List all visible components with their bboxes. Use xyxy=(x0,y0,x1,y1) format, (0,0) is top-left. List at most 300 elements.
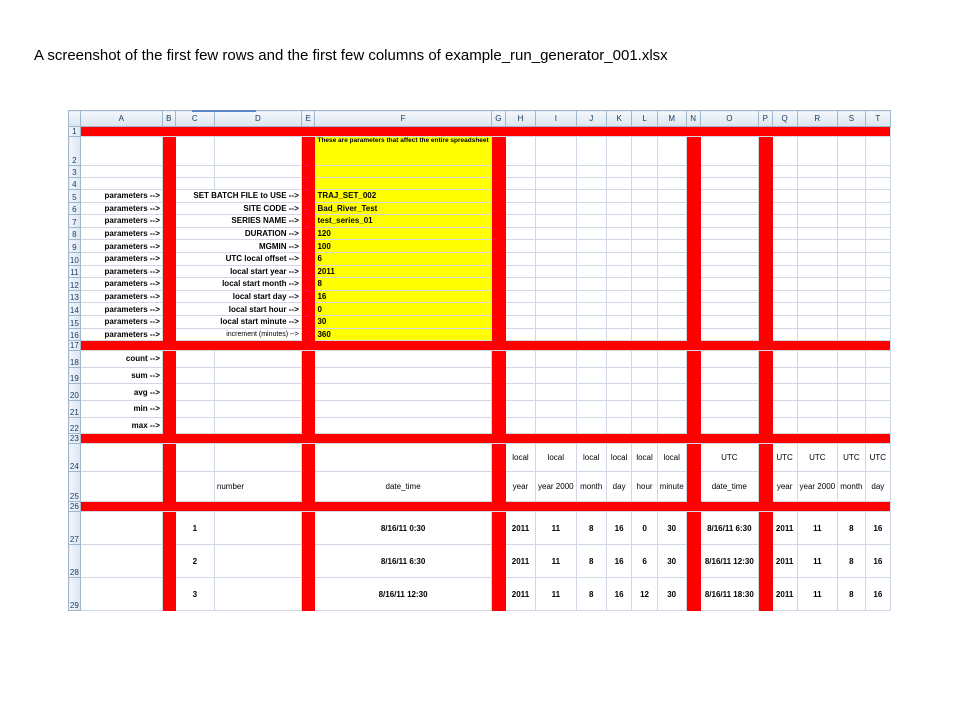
cell[interactable] xyxy=(606,137,632,166)
cell[interactable] xyxy=(505,252,535,265)
red-column-cell[interactable] xyxy=(758,215,772,228)
local-value-cell[interactable]: 8 xyxy=(576,545,606,578)
cell[interactable] xyxy=(80,545,162,578)
red-column-cell[interactable] xyxy=(301,400,315,417)
utc-value-cell[interactable]: 16 xyxy=(865,545,890,578)
cell[interactable] xyxy=(838,417,866,434)
parameter-value[interactable]: test_series_01 xyxy=(315,215,491,228)
cell[interactable] xyxy=(700,137,758,166)
cell[interactable] xyxy=(700,400,758,417)
cell[interactable] xyxy=(657,252,686,265)
utc-date-time-cell[interactable]: 8/16/11 12:30 xyxy=(700,545,758,578)
red-column-cell[interactable] xyxy=(758,400,772,417)
notes-cell[interactable] xyxy=(214,578,301,611)
cell[interactable] xyxy=(505,417,535,434)
cell[interactable] xyxy=(772,252,797,265)
stats-label[interactable]: max --> xyxy=(80,417,162,434)
cell[interactable] xyxy=(700,215,758,228)
red-column-cell[interactable] xyxy=(162,278,175,291)
local-value-cell[interactable]: 8 xyxy=(576,578,606,611)
cell[interactable] xyxy=(772,137,797,166)
red-column-cell[interactable] xyxy=(301,202,315,215)
cell[interactable] xyxy=(772,240,797,253)
red-column-cell[interactable] xyxy=(491,417,505,434)
red-divider-row[interactable] xyxy=(80,434,890,444)
row-header[interactable]: 29 xyxy=(69,578,81,611)
cell[interactable] xyxy=(505,303,535,316)
red-column-cell[interactable] xyxy=(686,400,700,417)
cell[interactable] xyxy=(797,400,838,417)
cell[interactable] xyxy=(576,367,606,384)
month-header[interactable]: month xyxy=(576,472,606,502)
year-2000-header[interactable]: year 2000 xyxy=(536,472,577,502)
utc-label[interactable]: UTC xyxy=(700,444,758,472)
cell[interactable] xyxy=(865,290,890,303)
local-date-time-cell[interactable]: 8/16/11 6:30 xyxy=(315,545,491,578)
number-cell[interactable]: 1 xyxy=(175,512,214,545)
red-column-cell[interactable] xyxy=(162,400,175,417)
cell[interactable] xyxy=(606,265,632,278)
cell[interactable] xyxy=(576,265,606,278)
red-column-cell[interactable] xyxy=(686,215,700,228)
local-date-time-cell[interactable]: 8/16/11 0:30 xyxy=(315,512,491,545)
red-column-cell[interactable] xyxy=(686,202,700,215)
cell[interactable] xyxy=(797,137,838,166)
cell[interactable] xyxy=(700,351,758,368)
cell[interactable] xyxy=(632,351,657,368)
minute-header[interactable]: minute xyxy=(657,472,686,502)
local-value-cell[interactable]: 30 xyxy=(657,545,686,578)
cell[interactable] xyxy=(632,417,657,434)
cell[interactable] xyxy=(700,384,758,401)
cell[interactable] xyxy=(772,278,797,291)
red-column-cell[interactable] xyxy=(491,252,505,265)
cell[interactable] xyxy=(576,384,606,401)
cell[interactable] xyxy=(772,290,797,303)
parameters-label[interactable]: parameters --> xyxy=(80,227,162,240)
cell[interactable] xyxy=(772,265,797,278)
red-column-cell[interactable] xyxy=(162,351,175,368)
cell[interactable] xyxy=(606,303,632,316)
cell[interactable] xyxy=(657,265,686,278)
cell[interactable] xyxy=(632,215,657,228)
parameter-name[interactable]: MGMIN --> xyxy=(175,240,301,253)
col-header-p[interactable]: P xyxy=(758,111,772,127)
local-value-cell[interactable]: 12 xyxy=(632,578,657,611)
local-value-cell[interactable]: 16 xyxy=(606,578,632,611)
red-column-cell[interactable] xyxy=(301,137,315,166)
red-column-cell[interactable] xyxy=(491,215,505,228)
cell[interactable] xyxy=(576,400,606,417)
red-column-cell[interactable] xyxy=(758,303,772,316)
parameter-name[interactable]: SET BATCH FILE to USE --> xyxy=(175,190,301,203)
cell[interactable] xyxy=(657,137,686,166)
red-column-cell[interactable] xyxy=(758,328,772,341)
red-column-cell[interactable] xyxy=(301,351,315,368)
cell[interactable] xyxy=(505,137,535,166)
yellow-header-cell[interactable]: These are parameters that affect the entire spreadsheet xyxy=(315,137,491,166)
cell[interactable] xyxy=(606,240,632,253)
parameters-label[interactable]: parameters --> xyxy=(80,303,162,316)
parameter-name[interactable]: UTC local offset --> xyxy=(175,252,301,265)
cell[interactable] xyxy=(214,384,301,401)
cell[interactable] xyxy=(797,190,838,203)
notes-cell[interactable] xyxy=(214,545,301,578)
cell[interactable] xyxy=(865,240,890,253)
cell[interactable] xyxy=(505,384,535,401)
red-column-cell[interactable] xyxy=(686,351,700,368)
col-header-g[interactable]: G xyxy=(491,111,505,127)
col-header-r[interactable]: R xyxy=(797,111,838,127)
local-label[interactable]: local xyxy=(657,444,686,472)
red-column-cell[interactable] xyxy=(686,545,700,578)
cell[interactable] xyxy=(797,417,838,434)
day-header[interactable]: day xyxy=(606,472,632,502)
local-value-cell[interactable]: 11 xyxy=(536,512,577,545)
red-column-cell[interactable] xyxy=(162,303,175,316)
red-column-cell[interactable] xyxy=(301,367,315,384)
red-column-cell[interactable] xyxy=(301,265,315,278)
utc-year-2000-header[interactable]: year 2000 xyxy=(797,472,838,502)
red-column-cell[interactable] xyxy=(491,137,505,166)
utc-date-time-cell[interactable]: 8/16/11 18:30 xyxy=(700,578,758,611)
parameter-value[interactable]: 16 xyxy=(315,290,491,303)
cell[interactable] xyxy=(838,265,866,278)
red-column-cell[interactable] xyxy=(686,265,700,278)
select-all-corner[interactable] xyxy=(69,111,81,127)
cell[interactable] xyxy=(606,400,632,417)
cell[interactable] xyxy=(315,417,491,434)
cell[interactable] xyxy=(175,351,214,368)
utc-label[interactable]: UTC xyxy=(797,444,838,472)
cell[interactable] xyxy=(657,417,686,434)
local-value-cell[interactable]: 2011 xyxy=(505,512,535,545)
cell[interactable] xyxy=(536,315,577,328)
red-column-cell[interactable] xyxy=(491,278,505,291)
cell[interactable] xyxy=(700,328,758,341)
cell[interactable] xyxy=(505,400,535,417)
red-column-cell[interactable] xyxy=(491,545,505,578)
col-header-k[interactable]: K xyxy=(606,111,632,127)
cell[interactable] xyxy=(657,384,686,401)
red-column-cell[interactable] xyxy=(491,290,505,303)
cell[interactable] xyxy=(632,137,657,166)
local-value-cell[interactable]: 8 xyxy=(576,512,606,545)
cell[interactable] xyxy=(214,351,301,368)
red-column-cell[interactable] xyxy=(491,303,505,316)
parameter-value[interactable]: 100 xyxy=(315,240,491,253)
row-header[interactable]: 20 xyxy=(69,384,81,401)
row-header[interactable]: 23 xyxy=(69,434,79,444)
red-column-cell[interactable] xyxy=(162,215,175,228)
red-column-cell[interactable] xyxy=(491,227,505,240)
stats-label[interactable]: min --> xyxy=(80,400,162,417)
red-column-cell[interactable] xyxy=(686,578,700,611)
cell[interactable] xyxy=(865,303,890,316)
cell[interactable] xyxy=(576,252,606,265)
cell[interactable] xyxy=(865,328,890,341)
red-column-cell[interactable] xyxy=(162,512,175,545)
cell[interactable] xyxy=(700,227,758,240)
cell[interactable] xyxy=(865,351,890,368)
parameters-label[interactable]: parameters --> xyxy=(80,252,162,265)
col-header-j[interactable]: J xyxy=(576,111,606,127)
date-time-header[interactable]: date_time xyxy=(315,472,491,502)
cell[interactable] xyxy=(865,400,890,417)
cell[interactable] xyxy=(632,190,657,203)
utc-value-cell[interactable]: 2011 xyxy=(772,545,797,578)
cell[interactable] xyxy=(657,400,686,417)
red-column-cell[interactable] xyxy=(491,367,505,384)
red-column-cell[interactable] xyxy=(686,252,700,265)
cell[interactable] xyxy=(797,290,838,303)
red-column-cell[interactable] xyxy=(758,315,772,328)
red-column-cell[interactable] xyxy=(758,240,772,253)
utc-month-header[interactable]: month xyxy=(838,472,866,502)
local-value-cell[interactable]: 11 xyxy=(536,578,577,611)
red-column-cell[interactable] xyxy=(301,315,315,328)
red-column-cell[interactable] xyxy=(491,512,505,545)
cell[interactable] xyxy=(536,265,577,278)
red-column-cell[interactable] xyxy=(686,328,700,341)
cell[interactable] xyxy=(772,384,797,401)
row-header[interactable]: 22 xyxy=(69,417,81,434)
cell[interactable] xyxy=(606,315,632,328)
parameter-value[interactable]: TRAJ_SET_002 xyxy=(315,190,491,203)
col-header-e[interactable]: E xyxy=(301,111,315,127)
red-column-cell[interactable] xyxy=(758,351,772,368)
red-column-cell[interactable] xyxy=(758,367,772,384)
cell[interactable] xyxy=(700,303,758,316)
cell[interactable] xyxy=(772,315,797,328)
utc-value-cell[interactable]: 8 xyxy=(838,545,866,578)
cell[interactable] xyxy=(865,227,890,240)
utc-year-header[interactable]: year xyxy=(772,472,797,502)
row-header[interactable]: 4 xyxy=(69,178,81,190)
red-column-cell[interactable] xyxy=(758,512,772,545)
cell[interactable] xyxy=(315,367,491,384)
cell[interactable] xyxy=(536,227,577,240)
cell[interactable] xyxy=(797,252,838,265)
parameter-value[interactable]: 30 xyxy=(315,315,491,328)
cell[interactable] xyxy=(214,417,301,434)
red-column-cell[interactable] xyxy=(162,240,175,253)
cell[interactable] xyxy=(536,202,577,215)
cell[interactable] xyxy=(865,202,890,215)
cell[interactable] xyxy=(657,190,686,203)
cell[interactable] xyxy=(865,384,890,401)
spreadsheet-view[interactable] xyxy=(68,110,891,611)
cell[interactable] xyxy=(606,190,632,203)
parameters-label[interactable]: parameters --> xyxy=(80,278,162,291)
row-header[interactable]: 21 xyxy=(69,400,81,417)
cell[interactable] xyxy=(632,367,657,384)
cell[interactable] xyxy=(838,351,866,368)
cell[interactable] xyxy=(700,417,758,434)
cell[interactable] xyxy=(536,351,577,368)
sheet-grid[interactable] xyxy=(68,110,891,611)
red-column-cell[interactable] xyxy=(758,252,772,265)
cell[interactable] xyxy=(606,215,632,228)
number-header[interactable] xyxy=(175,472,214,502)
cell[interactable] xyxy=(606,290,632,303)
cell[interactable] xyxy=(505,278,535,291)
parameter-name[interactable]: SERIES NAME --> xyxy=(175,215,301,228)
cell[interactable] xyxy=(536,190,577,203)
red-column-cell[interactable] xyxy=(491,400,505,417)
local-label[interactable]: local xyxy=(505,444,535,472)
red-column-cell[interactable] xyxy=(491,190,505,203)
cell[interactable] xyxy=(576,190,606,203)
cell[interactable] xyxy=(576,315,606,328)
cell[interactable] xyxy=(772,400,797,417)
red-column-cell[interactable] xyxy=(686,384,700,401)
cell[interactable] xyxy=(797,303,838,316)
cell[interactable] xyxy=(175,367,214,384)
utc-date-time-cell[interactable]: 8/16/11 6:30 xyxy=(700,512,758,545)
parameter-value[interactable]: 6 xyxy=(315,252,491,265)
cell[interactable] xyxy=(797,240,838,253)
utc-value-cell[interactable]: 2011 xyxy=(772,578,797,611)
cell[interactable] xyxy=(80,137,162,166)
cell[interactable] xyxy=(315,400,491,417)
row-header[interactable]: 16 xyxy=(69,328,81,341)
cell[interactable] xyxy=(576,278,606,291)
red-column-cell[interactable] xyxy=(301,512,315,545)
cell[interactable] xyxy=(505,202,535,215)
local-value-cell[interactable]: 2011 xyxy=(505,545,535,578)
cell[interactable] xyxy=(80,578,162,611)
cell[interactable] xyxy=(838,137,866,166)
row-header[interactable]: 24 xyxy=(69,444,81,472)
red-column-cell[interactable] xyxy=(686,315,700,328)
local-value-cell[interactable]: 30 xyxy=(657,578,686,611)
col-header-n[interactable]: N xyxy=(686,111,700,127)
cell[interactable] xyxy=(505,265,535,278)
cell[interactable] xyxy=(700,278,758,291)
red-column-cell[interactable] xyxy=(758,190,772,203)
parameter-value[interactable]: 8 xyxy=(315,278,491,291)
row-header[interactable]: 18 xyxy=(69,351,81,368)
cell[interactable] xyxy=(797,215,838,228)
red-column-cell[interactable] xyxy=(686,367,700,384)
stats-label[interactable]: count --> xyxy=(80,351,162,368)
cell[interactable] xyxy=(536,137,577,166)
cell[interactable] xyxy=(214,137,301,166)
parameter-value[interactable]: 120 xyxy=(315,227,491,240)
local-value-cell[interactable]: 2011 xyxy=(505,578,535,611)
col-header-c[interactable]: C xyxy=(175,111,214,127)
red-divider-row[interactable] xyxy=(80,127,890,137)
cell[interactable] xyxy=(536,400,577,417)
cell[interactable] xyxy=(632,328,657,341)
row-header[interactable]: 1 xyxy=(69,127,81,137)
col-header-q[interactable]: Q xyxy=(772,111,797,127)
cell[interactable] xyxy=(772,351,797,368)
cell[interactable] xyxy=(657,215,686,228)
cell[interactable] xyxy=(838,315,866,328)
local-value-cell[interactable]: 16 xyxy=(606,512,632,545)
cell[interactable] xyxy=(536,278,577,291)
cell[interactable] xyxy=(576,417,606,434)
cell[interactable] xyxy=(536,303,577,316)
parameter-value[interactable]: Bad_River_Test xyxy=(315,202,491,215)
red-column-cell[interactable] xyxy=(758,578,772,611)
local-label[interactable]: local xyxy=(632,444,657,472)
cell[interactable] xyxy=(838,303,866,316)
cell[interactable] xyxy=(576,215,606,228)
row-header[interactable]: 5 xyxy=(69,190,81,203)
cell[interactable] xyxy=(632,227,657,240)
cell[interactable] xyxy=(632,202,657,215)
cell[interactable] xyxy=(606,351,632,368)
cell[interactable] xyxy=(657,328,686,341)
local-label[interactable]: local xyxy=(536,444,577,472)
number-cell[interactable]: 2 xyxy=(175,545,214,578)
cell[interactable] xyxy=(838,215,866,228)
red-column-cell[interactable] xyxy=(686,417,700,434)
row-header[interactable]: 8 xyxy=(69,227,81,240)
col-header-f[interactable]: F xyxy=(315,111,491,127)
cell[interactable] xyxy=(536,240,577,253)
parameter-value[interactable]: 360 xyxy=(315,328,491,341)
year-header[interactable]: year xyxy=(505,472,535,502)
cell[interactable] xyxy=(632,290,657,303)
cell[interactable] xyxy=(700,290,758,303)
cell[interactable] xyxy=(606,328,632,341)
red-column-cell[interactable] xyxy=(301,278,315,291)
parameters-label[interactable]: parameters --> xyxy=(80,240,162,253)
red-column-cell[interactable] xyxy=(162,252,175,265)
parameters-label[interactable]: parameters --> xyxy=(80,290,162,303)
cell[interactable] xyxy=(536,367,577,384)
utc-label[interactable]: UTC xyxy=(865,444,890,472)
cell[interactable] xyxy=(700,265,758,278)
cell[interactable] xyxy=(505,367,535,384)
cell[interactable] xyxy=(865,278,890,291)
cell[interactable] xyxy=(865,190,890,203)
cell[interactable] xyxy=(175,384,214,401)
cell[interactable] xyxy=(657,240,686,253)
red-column-cell[interactable] xyxy=(491,351,505,368)
cell[interactable] xyxy=(797,384,838,401)
cell[interactable] xyxy=(80,512,162,545)
row-header[interactable]: 27 xyxy=(69,512,81,545)
cell[interactable] xyxy=(657,303,686,316)
red-column-cell[interactable] xyxy=(301,384,315,401)
col-header-b[interactable]: B xyxy=(162,111,175,127)
local-date-time-cell[interactable]: 8/16/11 12:30 xyxy=(315,578,491,611)
local-value-cell[interactable]: 30 xyxy=(657,512,686,545)
red-column-cell[interactable] xyxy=(162,328,175,341)
cell[interactable] xyxy=(632,252,657,265)
cell[interactable] xyxy=(657,202,686,215)
cell[interactable] xyxy=(700,240,758,253)
col-header-m[interactable]: M xyxy=(657,111,686,127)
cell[interactable] xyxy=(838,400,866,417)
cell[interactable] xyxy=(838,252,866,265)
col-header-d[interactable]: D xyxy=(214,111,301,127)
red-column-cell[interactable] xyxy=(491,384,505,401)
cell[interactable] xyxy=(772,303,797,316)
cell[interactable] xyxy=(865,265,890,278)
red-column-cell[interactable] xyxy=(162,578,175,611)
cell[interactable] xyxy=(606,202,632,215)
row-header[interactable]: 19 xyxy=(69,367,81,384)
red-column-cell[interactable] xyxy=(301,227,315,240)
red-column-cell[interactable] xyxy=(758,417,772,434)
red-column-cell[interactable] xyxy=(758,545,772,578)
